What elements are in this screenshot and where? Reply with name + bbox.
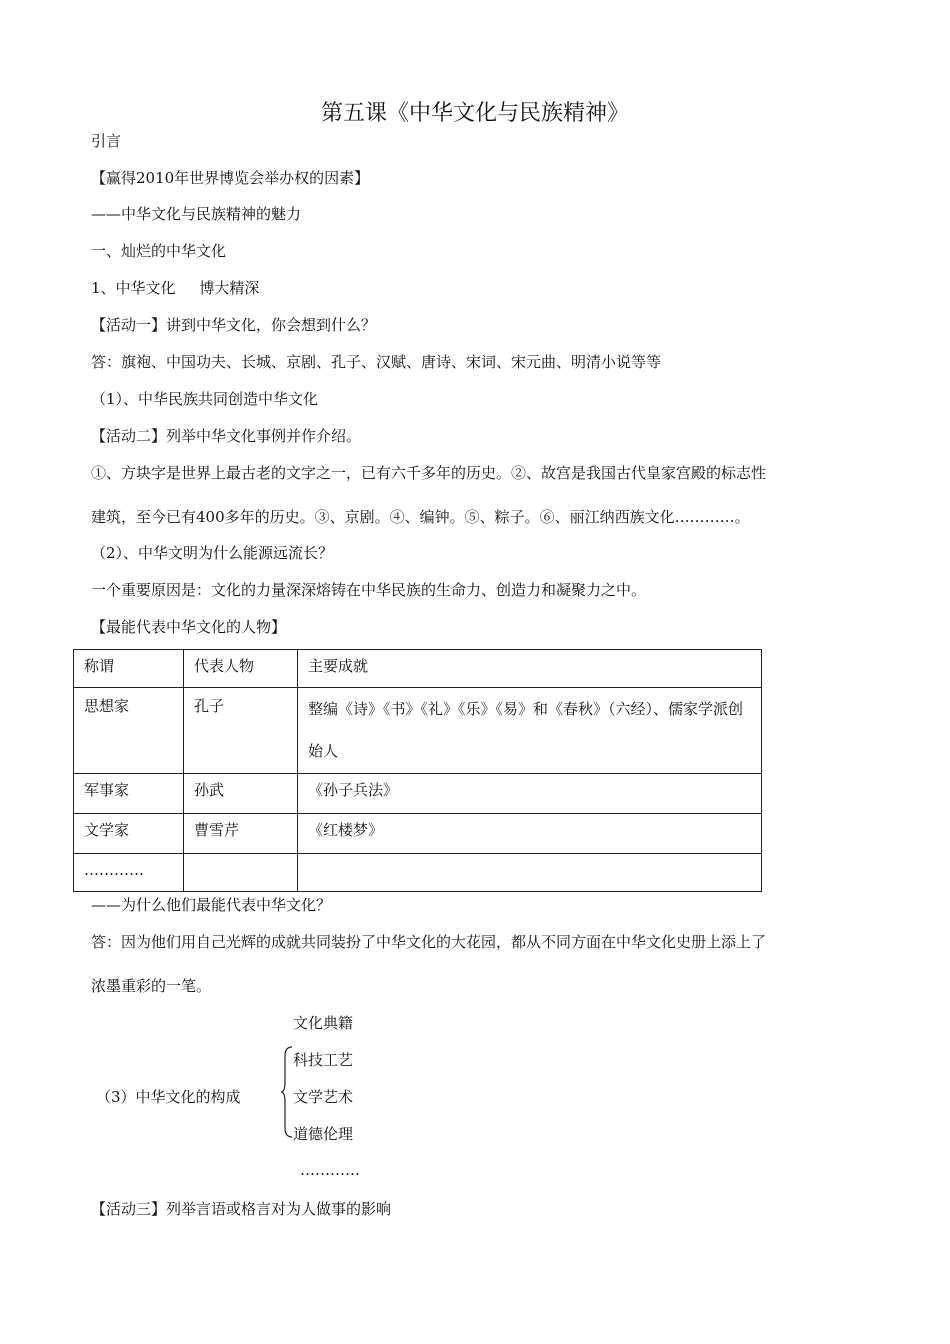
table-cell: 整编《诗》《书》《礼》《乐》《易》和《春秋》（六经）、儒家学派创始人 (298, 688, 762, 774)
table-row (74, 688, 762, 774)
table-row (74, 814, 762, 854)
point-heading: 1、中华文化 博大精深 (91, 279, 260, 297)
subpoint-1: （1）、中华民族共同创造中华文化 (91, 390, 319, 408)
table-header-row (74, 650, 762, 688)
reason-text: 一个重要原因是：文化的力量深深熔铸在中华民族的生命力、创造力和凝聚力之中。 (91, 581, 647, 599)
activity1-answer: 答：旗袍、中国功夫、长城、京剧、孔子、汉赋、唐诗、宋词、宋元曲、明清小说等等 (91, 353, 662, 371)
why-answer-line2: 浓墨重彩的一笔。 (91, 977, 212, 995)
table-cell: 文学家 (74, 814, 184, 854)
table-header-cell: 主要成就 (298, 650, 762, 688)
page-title: 第五课《中华文化与民族精神》 (320, 101, 629, 126)
subpoint-2: （2）、中华文明为什么能源远流长？ (91, 544, 334, 562)
composition-item: 文学艺术 (293, 1088, 354, 1106)
table-cell: 《红楼梦》 (298, 814, 762, 854)
composition-item: 文化典籍 (293, 1014, 354, 1032)
table-header-cell: 代表人物 (184, 650, 298, 688)
composition-item: ………… (300, 1161, 360, 1179)
activity2-question: 【活动二】列举中华文化事例并作介绍。 (91, 427, 362, 445)
table-cell: 孙武 (184, 774, 298, 814)
activity3-question: 【活动三】列举言语或格言对为人做事的影响 (91, 1200, 392, 1218)
expo-subtitle: ——中华文化与民族精神的魅力 (91, 205, 302, 223)
curly-brace-icon (281, 1046, 293, 1138)
composition-item: 科技工艺 (293, 1051, 354, 1069)
why-answer-line1: 答：因为他们用自己光辉的成就共同装扮了中华文化的大花园，都从不同方面在中华文化史册上添上了 (91, 933, 767, 951)
table-cell: 曹雪芹 (184, 814, 298, 854)
table-row (74, 774, 762, 814)
activity2-answer-line1: ①、方块字是世界上最古老的文字之一，已有六千多年的历史。②、故宫是我国古代皇家宫殿的标志性 (91, 464, 767, 482)
composition-item: 道德伦理 (293, 1125, 354, 1143)
activity1-question: 【活动一】讲到中华文化，你会想到什么？ (91, 316, 377, 334)
section-heading: 一、灿烂的中华文化 (91, 242, 227, 260)
table-row (74, 854, 762, 892)
composition-label: （3）中华文化的构成 (96, 1088, 241, 1106)
table-cell: ………… (74, 854, 184, 892)
table-cell: 孔子 (184, 688, 298, 774)
table-cell (184, 854, 298, 892)
intro-label: 引言 (91, 132, 122, 150)
table-cell: 思想家 (74, 688, 184, 774)
expo-heading: 【赢得2010年世界博览会举办权的因素】 (91, 169, 370, 187)
why-question: ——为什么他们最能代表中华文化？ (91, 896, 332, 914)
figures-table (73, 649, 762, 892)
table-cell: 军事家 (74, 774, 184, 814)
table-header-cell: 称谓 (74, 650, 184, 688)
table-cell (298, 854, 762, 892)
table-heading: 【最能代表中华文化的人物】 (91, 618, 287, 636)
table-cell: 《孙子兵法》 (298, 774, 762, 814)
activity2-answer-line2: 建筑，至今已有400多年的历史。③、京剧。④、编钟。⑤、粽子。⑥、丽江纳西族文化…………。 (91, 508, 750, 526)
